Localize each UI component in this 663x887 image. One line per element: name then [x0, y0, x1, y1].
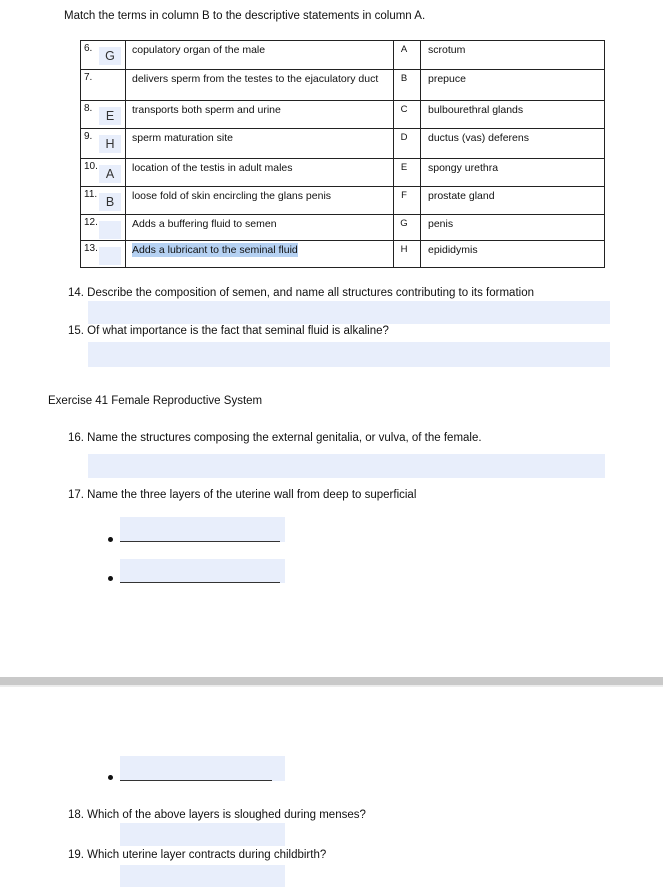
answer-line [120, 541, 280, 542]
page-divider [0, 677, 663, 685]
answer-field[interactable] [99, 76, 121, 94]
answer-field[interactable] [99, 247, 121, 265]
table-row [81, 101, 604, 129]
exercise-title: Exercise 41 Female Reproductive System [48, 395, 263, 407]
answer-field[interactable]: B [99, 193, 121, 211]
layer-field-1[interactable] [120, 517, 285, 542]
table-row [81, 41, 604, 70]
term-letter: A [400, 44, 408, 55]
table-row [81, 215, 604, 241]
question-15: 15. Of what importance is the fact that seminal fluid is alkaline? [68, 325, 389, 337]
item-number: 10. [84, 161, 98, 172]
statement: transports both sperm and urine [132, 104, 281, 116]
term-letter: E [400, 162, 408, 173]
answer-field-15[interactable] [88, 342, 610, 367]
statement: delivers sperm from the testes to the ejaculatory duct [132, 73, 379, 85]
term: prostate gland [428, 190, 495, 202]
statement: sperm maturation site [132, 132, 233, 144]
question-16: 16. Name the structures composing the external genitalia, or vulva, of the female. [68, 432, 482, 444]
term-letter: F [401, 190, 407, 201]
statement: loose fold of skin encircling the glans penis [132, 190, 332, 202]
bullet-icon [108, 576, 113, 581]
term-letter: G [400, 218, 408, 229]
item-number: 6. [84, 43, 93, 54]
bullet-icon [108, 537, 113, 542]
instructions: Match the terms in column B to the descriptive statements in column A. [64, 10, 426, 22]
item-number: 8. [84, 103, 93, 114]
answer-field[interactable]: H [99, 135, 121, 153]
statement: location of the testis in adult males [132, 162, 293, 174]
statement: Adds a lubricant to the seminal fluid [132, 244, 298, 256]
page-divider [0, 685, 663, 687]
answer-field-16[interactable] [88, 454, 605, 478]
term-letter: H [400, 244, 408, 255]
table-row [81, 159, 604, 187]
term: scrotum [428, 44, 466, 56]
answer-field-18[interactable] [120, 823, 285, 846]
answer-line [120, 780, 272, 781]
layer-field-3[interactable] [120, 756, 285, 781]
answer-field-19[interactable] [120, 865, 285, 887]
answer-line [120, 582, 280, 583]
item-number: 11. [84, 189, 98, 200]
table-row [81, 241, 604, 267]
question-18: 18. Which of the above layers is sloughed during menses? [68, 809, 366, 821]
statement: copulatory organ of the male [132, 44, 266, 56]
item-number: 7. [84, 72, 93, 83]
term-letter: C [400, 104, 408, 115]
term: ductus (vas) deferens [428, 132, 529, 144]
table-row [81, 70, 604, 101]
term: epididymis [428, 244, 478, 256]
layer-field-2[interactable] [120, 559, 285, 583]
answer-field[interactable]: A [99, 165, 121, 183]
question-14: 14. Describe the composition of semen, and name all structures contributing to its formation [68, 287, 534, 299]
term: prepuce [428, 73, 466, 85]
term-letter: B [400, 73, 408, 84]
question-17: 17. Name the three layers of the uterine wall from deep to superficial [68, 489, 417, 501]
matching-table [80, 40, 605, 268]
item-number: 9. [84, 131, 93, 142]
term-letter: D [400, 132, 408, 143]
answer-field-14[interactable] [88, 301, 610, 324]
answer-field[interactable]: E [99, 107, 121, 125]
item-number: 12. [84, 217, 98, 228]
question-19: 19. Which uterine layer contracts during childbirth? [68, 849, 327, 861]
table-row [81, 187, 604, 215]
term: penis [428, 218, 454, 230]
item-number: 13. [84, 243, 98, 254]
term: spongy urethra [428, 162, 499, 174]
bullet-icon [108, 775, 113, 780]
statement: Adds a buffering fluid to semen [132, 218, 277, 230]
answer-field[interactable]: G [99, 47, 121, 65]
term: bulbourethral glands [428, 104, 524, 116]
answer-field[interactable] [99, 221, 121, 239]
table-row [81, 129, 604, 159]
